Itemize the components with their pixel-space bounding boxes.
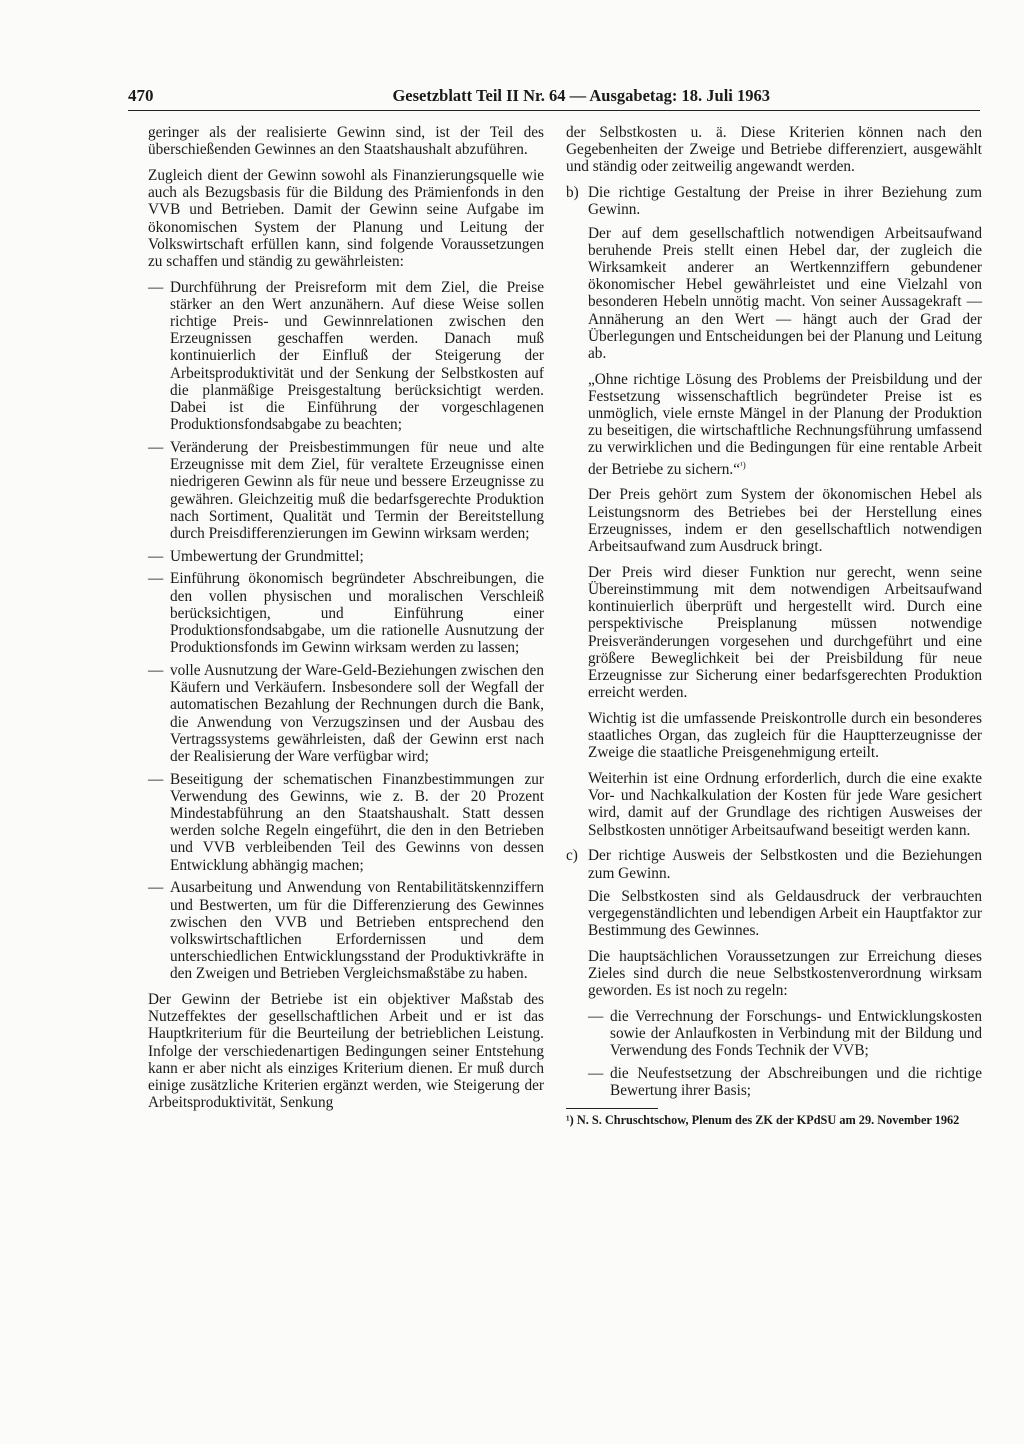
list-item: — volle Ausnutzung der Ware-Geld-Beziehungen zwischen den Käufern und Verkäufern. Insbesondere soll der Wegfall der automatischen Bezahlung der Rechnungen durch die Bank, die Anwendung von Verzugszinsen und der Ausbau des Vertragssystems gewährleisten, daß der Gewinn erst nach der Realisierung der Ware verfügbar wird; <box>148 661 544 765</box>
list-item: — Durchführung der Preisreform mit dem Ziel, die Preise stärker an den Wert anzunähern. Auf diese Weise sollen richtige Preis- und Gewinnrelationen zwischen den Erzeugnissen geschaffen werden. Danach muß kontinuierlich der Einfluß der Steigerung der Arbeitsproduktivität und der Senkung der Selbstkosten auf die planmäßige Preisgestaltung berücksichtigt werden. Dabei ist die Einführung der vorgeschlagenen Produktionsfondsabgabe zu beachten; <box>148 278 544 434</box>
paragraph: Der Preis gehört zum System der ökonomischen Hebel als Leistungsnorm des Betriebes bei der Herstellung eines Erzeugnisses, indem er den gesellschaftlich notwendigen Arbeitsaufwand zum Ausdruck bringt. <box>588 486 982 556</box>
quote-paragraph: „Ohne richtige Lösung des Problems der Preisbildung und der Festsetzung wissenschaftlich begründeter Preise ist es unmöglich, viele ernste Mängel in der Planung der Produktion zu beseitigen, die wirtschaftliche Rechnungsführung umfassend zu verwirklichen und die Bedingungen für eine rentable Arbeit der Betriebe zu sichern.“$^{^1)}$ <box>588 370 982 478</box>
left-column <box>148 124 544 1120</box>
paragraph: Die hauptsächlichen Voraussetzungen zur Erreichung dieses Zieles sind durch die neue Selbstkostenverordnung wirksam geworden. Es ist noch zu regeln: <box>588 947 982 1000</box>
list-item: — Umbewertung der Grundmittel; <box>148 547 364 565</box>
list-item: — Einführung ökonomisch begründeter Abschreibungen, die den vollen physischen und moralischen Verschleiß berücksichtigen, und Einführung einer Produktionsfondsabgabe, um die rationelle Ausnutzung der Produktionsfonds im Gewinn wirksam werden zu lassen; <box>148 570 544 657</box>
paragraph: Wichtig ist die umfassende Preiskontrolle durch ein besonderes staatliches Organ, das zugleich für die Hauptterzeugnisse der Zweige die staatliche Preisgenehmigung erteilt. <box>588 709 982 762</box>
requirements-list <box>148 279 544 983</box>
header-rule <box>128 110 980 111</box>
list-item: — Beseitigung der schematischen Finanzbestimmungen zur Verwendung des Gewinns, wie z. B. der 20 Prozent Mindestabführung an den Staatshaushalt. Statt dessen werden solche Regeln eingeführt, die den in den Betrieben und VVB verbleibenden Teil des Gewinns von dessen Entwicklung abhängig machen; <box>148 770 544 874</box>
paragraph: Die Selbstkosten sind als Geldausdruck der verbrauchten vergegenständlichten und lebendigen Arbeit ein Hauptfaktor zur Bestimmung des Gewinnes. <box>588 887 982 940</box>
section-c-body <box>588 888 982 1100</box>
list-item: — Ausarbeitung und Anwendung von Rentabilitätskennziffern und Bestwerten, um für die Differenzierung des Gewinnes zwischen den VVB und Betrieben entsprechend den volkswirtschaftlichen Erfordernissen und dem unterschiedlichen Entwicklungsstand der Produktivkräfte in den Zweigen und Betrieben Vergleichsmaßstäbe zu haben. <box>148 879 544 983</box>
page-header <box>128 84 980 108</box>
list-item: — Veränderung der Preisbestimmungen für neue und alte Erzeugnisse mit dem Ziel, für veraltete Erzeugnisse einen niedrigeren Gewinn als für neue und bessere Erzeugnisse zu gewähren. Gleichzeitig muß die bedarfsgerechte Produktion nach Sortiment, Qualität und Termin der Bereitstellung durch Preisdifferenzierungen im Gewinn wirksam werden; <box>148 438 544 542</box>
paragraph: Der Gewinn der Betriebe ist ein objektiver Maßstab des Nutzeffektes der gesellschaftlichen Arbeit und er ist das Hauptkriterium für die Beurteilung der betrieblichen Leistung. Infolge der verschiedenartigen Bedingungen seiner Entstehung kann er aber nicht als einziges Kriterium dienen. Er muß durch einige zusätzliche Kriterien ergänzt werden, wie Steigerung der Arbeitsproduktivität, Senkung <box>148 991 544 1112</box>
rules-list <box>588 1008 982 1100</box>
running-title: Gesetzblatt Teil II Nr. 64 — Ausgabetag: 18. Juli 1963 <box>392 86 770 105</box>
right-column <box>566 124 982 1127</box>
section-heading-c: c) Der richtige Ausweis der Selbstkosten und die Beziehungen zum Gewinn. <box>566 847 982 882</box>
list-item: — die Neufestsetzung der Abschreibungen und die richtige Bewertung ihrer Basis; <box>588 1065 982 1100</box>
page-number: 470 <box>128 86 154 105</box>
paragraph: Der Preis wird dieser Funktion nur gerecht, wenn seine Übereinstimmung mit dem notwendigen Arbeitsaufwand kontinuierlich überprüft und hergestellt wird. Durch eine perspektivische Preisplanung müssen notwendige Preisveränderungen vorgesehen und durchgeführt und eine größere Beweglichkeit bei der Preisbildung für neue Erzeugnisse zur Sicherung einer bedarfsgerechten Produktion erreicht werden. <box>588 563 982 702</box>
section-heading-b: b) Die richtige Gestaltung der Preise in ihrer Beziehung zum Gewinn. <box>566 184 982 219</box>
footnote: ¹) N. S. Chruschtschow, Plenum des ZK der KPdSU am 29. November 1962 <box>566 1113 960 1128</box>
paragraph: Der auf dem gesellschaftlich notwendigen Arbeitsaufwand beruhende Preis stellt einen Hebel dar, der zugleich die Wirksamkeit anderer an Wertkennziffern gebundener ökonomischer Hebel gewährleistet und eine Vielzahl von besonderen Hebeln unnötig macht. Von seiner Aussagekraft — Annäherung an den Wert — hängt auch der Grad der Überlegungen und Entscheidungen bei der Planung und Leitung ab. <box>588 224 982 362</box>
section-b-body <box>588 225 982 839</box>
footnote-ref: ¹) <box>740 459 746 470</box>
paragraph: Weiterhin ist eine Ordnung erforderlich, durch die eine exakte Vor- und Nachkalkulation der Kosten für jede Ware gesichert wird, damit auf der Grundlage des richtigen Ausweises der Selbstkosten unnötiger Arbeitsaufwand beseitigt werden kann. <box>588 770 982 839</box>
paragraph: geringer als der realisierte Gewinn sind, ist der Teil des überschießenden Gewinnes an den Staatshaushalt abzuführen. <box>148 124 544 159</box>
footnote-rule <box>566 1108 658 1109</box>
paragraph: Zugleich dient der Gewinn sowohl als Finanzierungsquelle wie auch als Bezugsbasis für die Bildung des Prämienfonds in den VVB und Betrieben. Damit der Gewinn seine Aufgabe im ökonomischen System der Planung und Leitung der Volkswirtschaft erfüllen kann, sind folgende Voraussetzungen zu schaffen und ständig zu gewährleisten: <box>148 166 544 270</box>
list-item: — die Verrechnung der Forschungs- und Entwicklungskosten sowie der Anlaufkosten in Verbindung mit der Bildung und Verwendung des Fonds Technik der VVB; <box>588 1007 982 1060</box>
paragraph: der Selbstkosten u. ä. Diese Kriterien können nach den Gegebenheiten der Zweige und Betriebe differenziert, ausgewählt und ständig oder zeitweilig angewandt werden. <box>566 124 982 176</box>
